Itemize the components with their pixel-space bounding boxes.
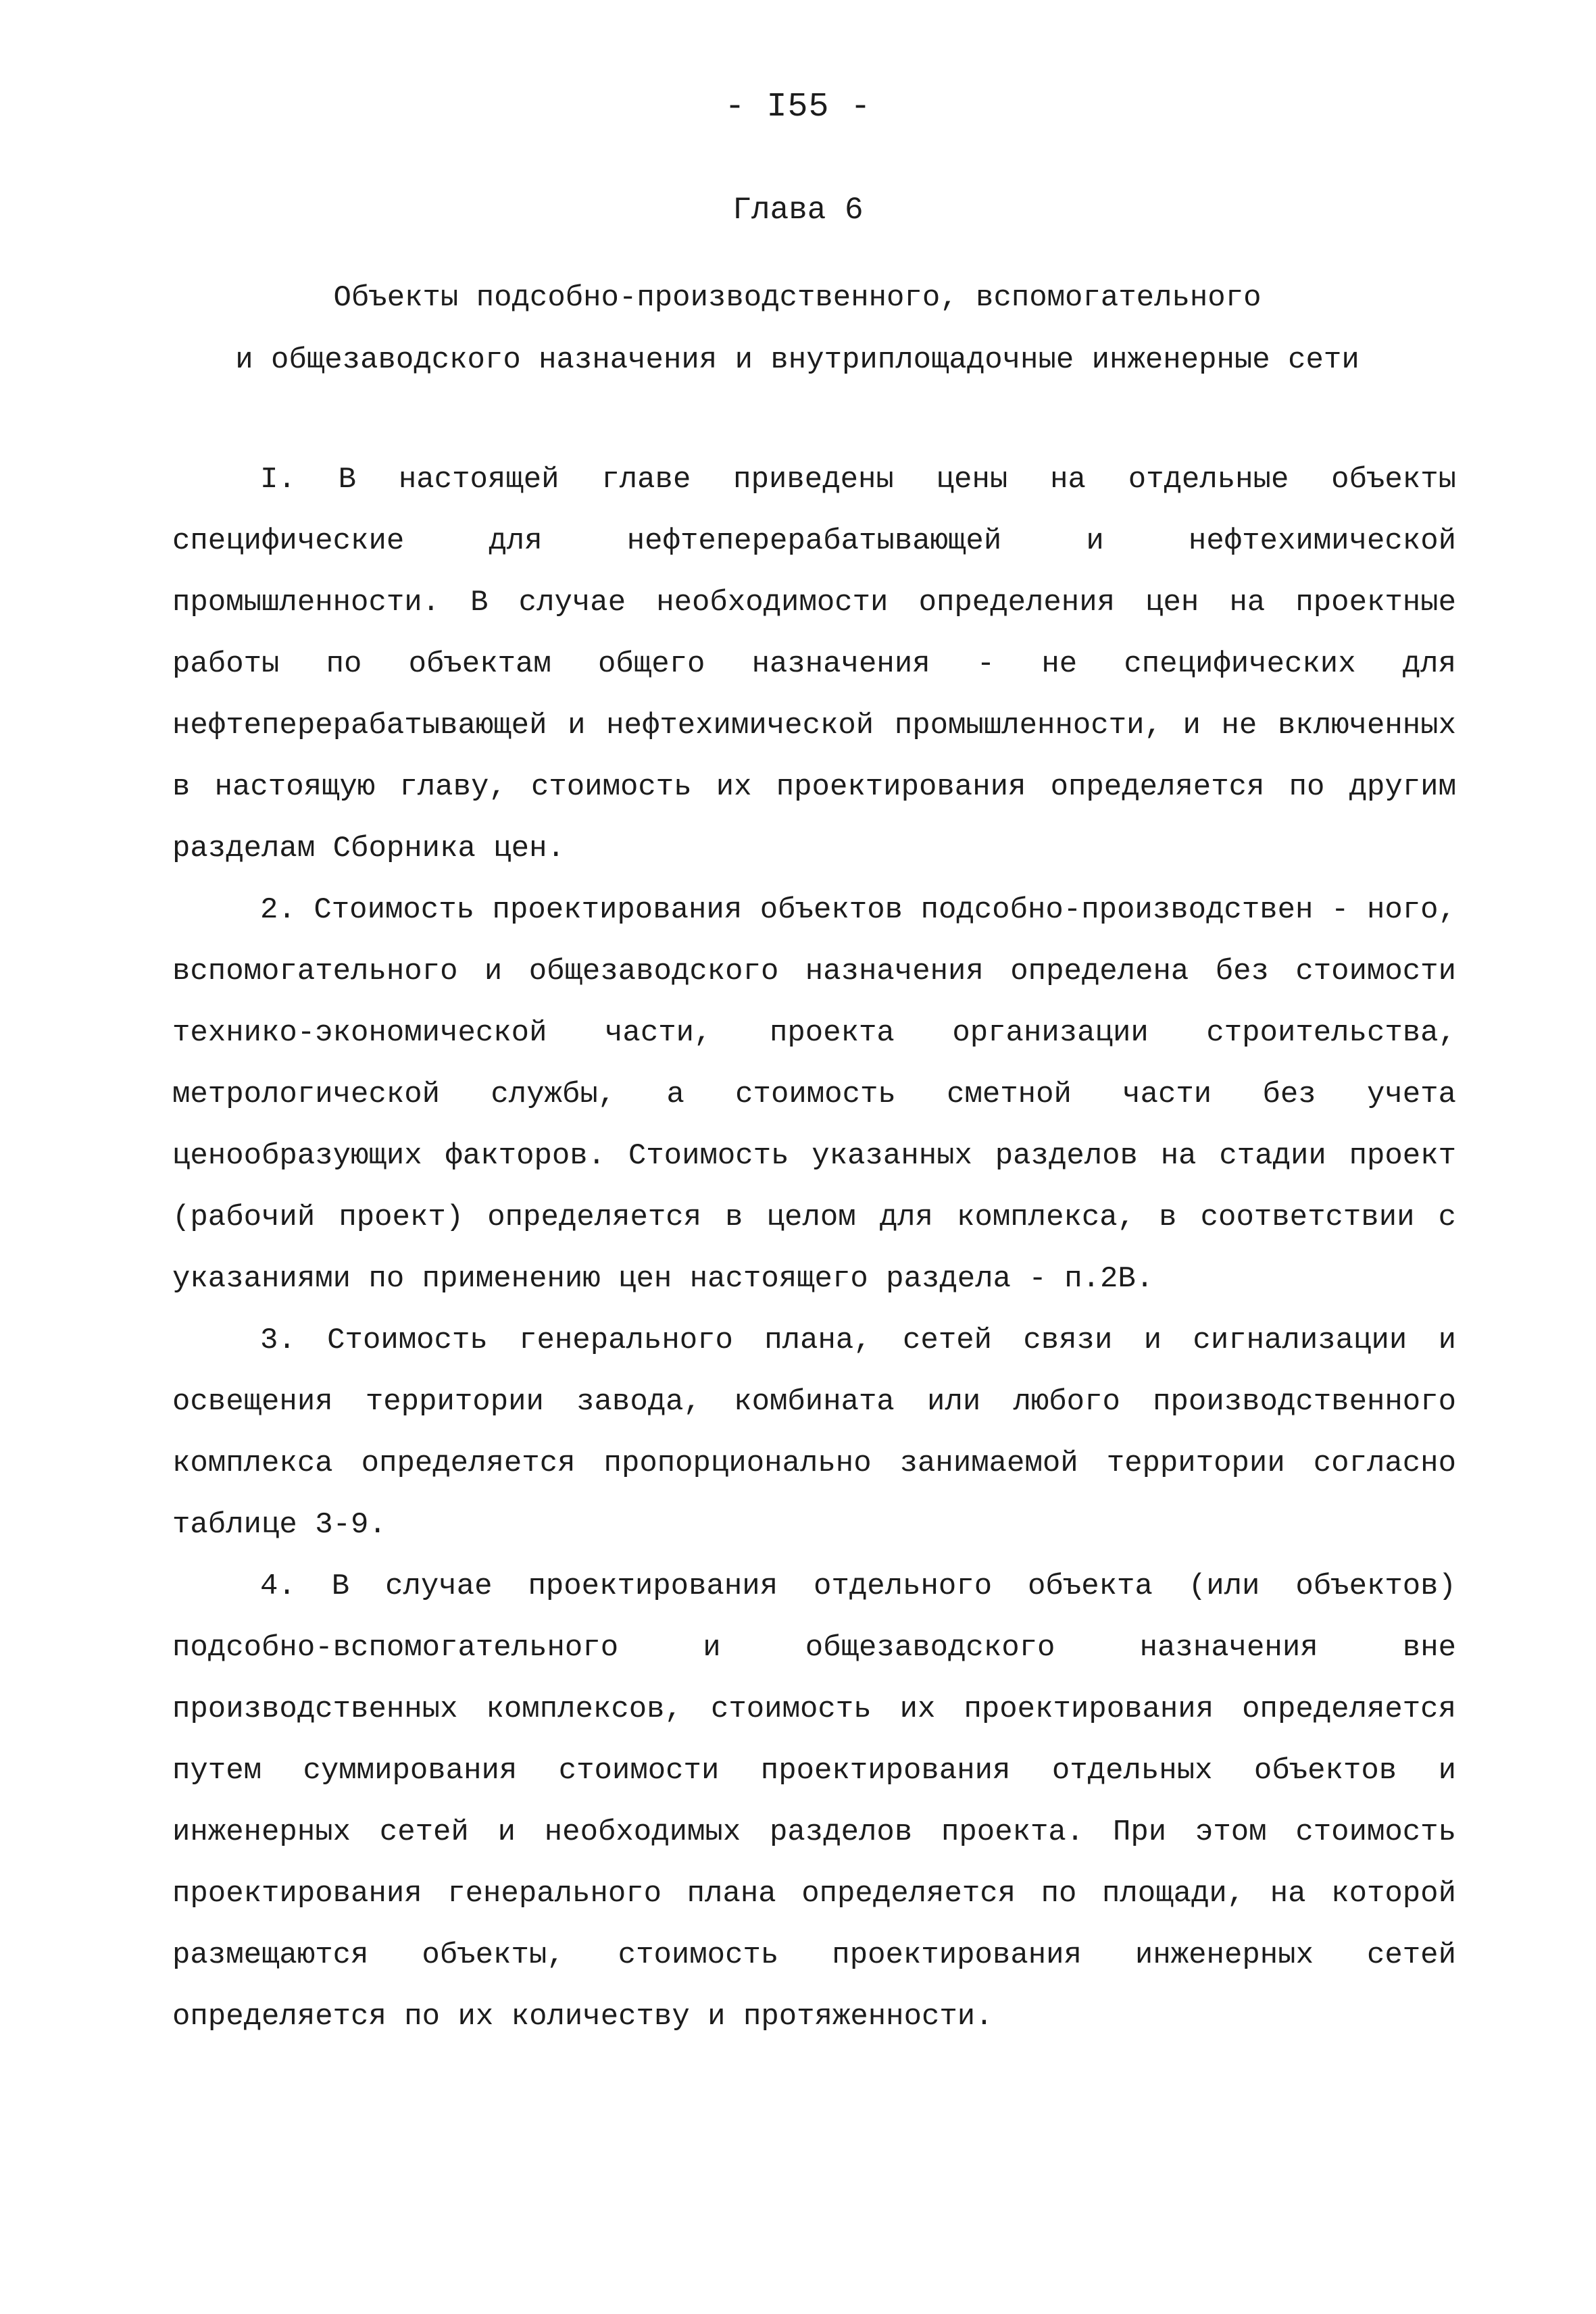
page-number: - I55 -	[724, 88, 872, 126]
body-text	[172, 449, 1456, 2048]
chapter-title	[162, 267, 1432, 391]
chapter-heading: Глава 6	[732, 193, 864, 228]
paragraph-2: 2. Стоимость проектирования объектов подсобно-производствен - ного, вспомогательного и общезаводского назначения определена без стоимости технико-экономической части, проекта организации строительства, метрологической службы, а стоимость сметной части без учета ценообразующих факторов. Стоимость указанных разделов на стадии проект (рабочий проект) определяется в целом для комплекса, в соответствии с указаниями по применению цен настоящего раздела - п.2В.	[172, 893, 1456, 1296]
paragraph-3: 3. Стоимость генерального плана, сетей связи и сигнализации и освещения территории завода, комбината или любого производственного комплекса определяется пропорционально занимаемой территории согласно таблице 3-9.	[172, 1324, 1456, 1542]
chapter-title-line-1: Объекты подсобно-производственного, вспомогательного	[333, 281, 1262, 315]
chapter-title-line-2: и общезаводского назначения и внутриплощадочные инженерные сети	[235, 343, 1360, 377]
paragraph-1: I. В настоящей главе приведены цены на отдельные объекты специфические для нефтеперерабатывающей и нефтехимической промышленности. В случае необходимости определения цен на проектные работы по объектам общего назначения - не специфических для нефтеперерабатывающей и нефтехимической промышленности, и не включенных в настоящую главу, стоимость их проектирования определяется по другим разделам Сборника цен.	[172, 463, 1456, 865]
paragraph-4: 4. В случае проектирования отдельного объекта (или объектов) подсобно-вспомогательного и общезаводского назначения вне производственных комплексов, стоимость их проектирования определяется путем суммирования стоимости проектирования отдельных объектов и инженерных сетей и необходимых разделов проекта. При этом стоимость проектирования генерального плана определяется по площади, на которой размещаются объекты, стоимость проектирования инженерных сетей определяется по их количеству и протяженности.	[172, 1569, 1456, 2034]
